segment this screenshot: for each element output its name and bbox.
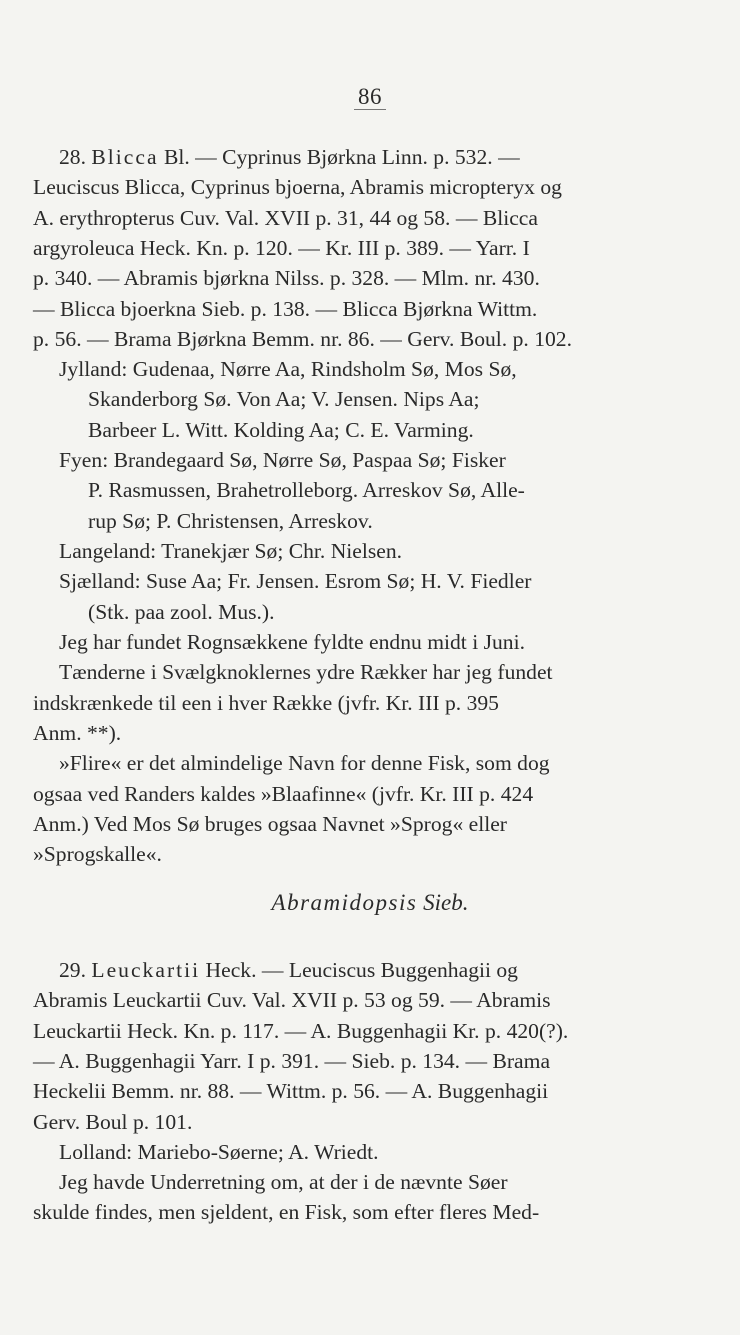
- text-line: Heckelii Bemm. nr. 88. — Wittm. p. 56. — A. Buggenhagii: [33, 1079, 549, 1103]
- text-line: Gerv. Boul p. 101.: [33, 1110, 193, 1134]
- text-line: P. Rasmussen, Brahetrolleborg. Arreskov Sø, Alle-: [88, 478, 525, 502]
- genus-author: Sieb.: [423, 890, 469, 915]
- genus-heading: [0, 890, 740, 916]
- text-line: argyroleuca Heck. Kn. p. 120. — Kr. III p. 389. — Yarr. I: [33, 236, 530, 260]
- entry-29-first-line: 29. Leuckartii Heck. — Leuciscus Buggenhagii og: [59, 958, 518, 982]
- text-line: Lolland: Mariebo-Søerne; A. Wriedt.: [59, 1140, 379, 1164]
- text-line: Tænderne i Svælgknoklernes ydre Rækker har jeg fundet: [59, 660, 553, 684]
- text-line: Anm.) Ved Mos Sø bruges ogsaa Navnet »Sprog« eller: [33, 812, 507, 836]
- text-line: Langeland: Tranekjær Sø; Chr. Nielsen.: [59, 539, 403, 563]
- entry-28-first-line: 28. Blicca Bl. — Cyprinus Bjørkna Linn. p. 532. —: [59, 145, 520, 169]
- text-line: Jeg har fundet Rognsækkene fyldte endnu midt i Juni.: [59, 630, 525, 654]
- species-name: Blicca: [91, 145, 159, 169]
- genus-name: Abramidopsis: [271, 890, 418, 915]
- text-line: p. 340. — Abramis bjørkna Nilss. p. 328. — Mlm. nr. 430.: [33, 266, 540, 290]
- text-line: A. erythropterus Cuv. Val. XVII p. 31, 44 og 58. — Blicca: [33, 206, 538, 230]
- text-line: Skanderborg Sø. Von Aa; V. Jensen. Nips Aa;: [88, 387, 480, 411]
- text-line: Abramis Leuckartii Cuv. Val. XVII p. 53 og 59. — Abramis: [33, 988, 551, 1012]
- text-line: Fyen: Brandegaard Sø, Nørre Sø, Paspaa Sø; Fisker: [59, 448, 506, 472]
- text-line: Barbeer L. Witt. Kolding Aa; C. E. Varming.: [88, 418, 474, 442]
- text-line: skulde findes, men sjeldent, en Fisk, som efter fleres Med-: [33, 1200, 540, 1224]
- text-line: Anm. **).: [33, 721, 122, 745]
- text-line: Sjælland: Suse Aa; Fr. Jensen. Esrom Sø; H. V. Fiedler: [59, 569, 532, 593]
- text-line: Leuciscus Blicca, Cyprinus bjoerna, Abramis micropteryx og: [33, 175, 562, 199]
- text-line: Jeg havde Underretning om, at der i de nævnte Søer: [59, 1170, 508, 1194]
- text-line: »Sprogskalle«.: [33, 842, 162, 866]
- text-line: p. 56. — Brama Bjørkna Bemm. nr. 86. — Gerv. Boul. p. 102.: [33, 327, 572, 351]
- text-line: rup Sø; P. Christensen, Arreskov.: [88, 509, 373, 533]
- text-line: Jylland: Gudenaa, Nørre Aa, Rindsholm Sø, Mos Sø,: [59, 357, 517, 381]
- text-line: »Flire« er det almindelige Navn for denne Fisk, som dog: [59, 751, 550, 775]
- species-name: Leuckartii: [91, 958, 201, 982]
- text-line: — Blicca bjoerkna Sieb. p. 138. — Blicca Bjørkna Wittm.: [33, 297, 538, 321]
- text-line: Leuckartii Heck. Kn. p. 117. — A. Buggenhagii Kr. p. 420(?).: [33, 1019, 569, 1043]
- text-line: indskrænkede til een i hver Række (jvfr. Kr. III p. 395: [33, 691, 499, 715]
- text-line: — A. Buggenhagii Yarr. I p. 391. — Sieb. p. 134. — Brama: [33, 1049, 551, 1073]
- page-number: 86: [0, 84, 740, 110]
- text-line: ogsaa ved Randers kaldes »Blaafinne« (jvfr. Kr. III p. 424: [33, 782, 534, 806]
- text-line: (Stk. paa zool. Mus.).: [88, 600, 275, 624]
